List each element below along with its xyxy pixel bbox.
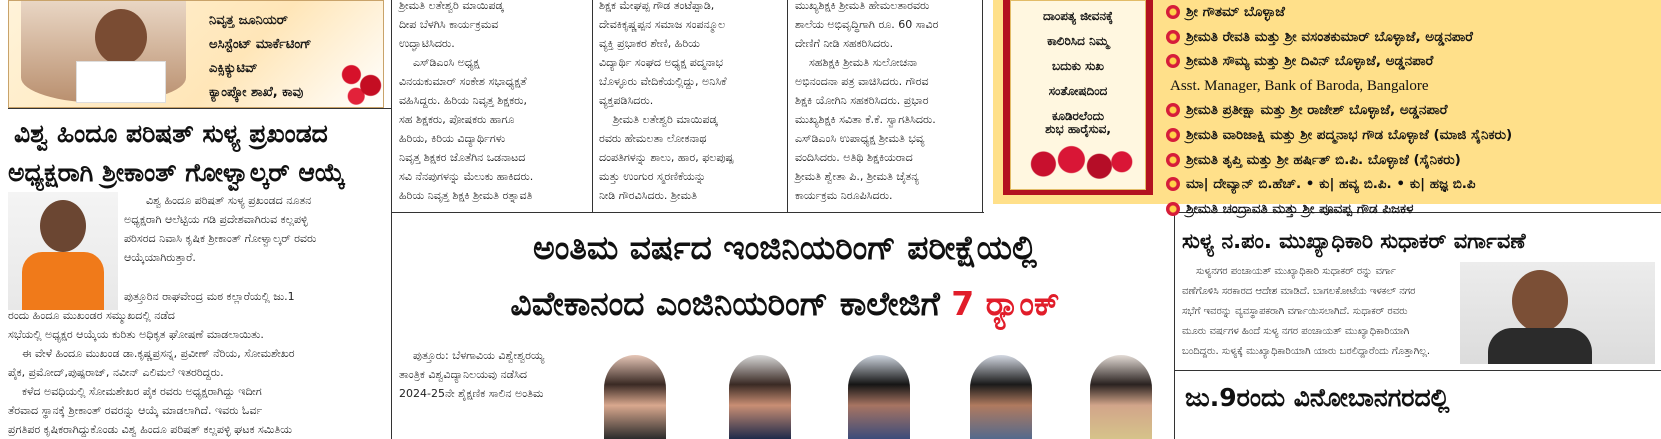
list-item: ಶ್ರೀಮತಿ ರೇವತಿ ಮತ್ತು ಶ್ರೀ ವಸಂತಕುಮಾರ್ ಬೊಳ್ಳಾಜೆ, ಅಡ್ಡನಪಾರೆ — [1166, 25, 1656, 50]
column-divider — [592, 0, 593, 212]
greeting-text — [1011, 4, 1145, 129]
flower-bullet-icon — [1166, 128, 1180, 142]
student-photo — [604, 355, 666, 439]
text-line: ಮೂರು ವರ್ಷಗಳ ಹಿಂದೆ ಸುಳ್ಯ ನಗರ ಪಂಚಾಯತ್ ಮುಖ್ಯಾಧಿಕಾರಿಯಾಗಿ — [1182, 326, 1410, 337]
school-story-col-a — [399, 0, 585, 205]
rank-headline-line1: ಅಂತಿಮ ವರ್ಷದ ಇಂಜಿನಿಯರಿಂಗ್ ಪರೀಕ್ಷೆಯಲ್ಲಿ — [533, 228, 1037, 267]
vhp-body — [8, 287, 384, 439]
list-item: ಶ್ರೀಮತಿ ತೃಪ್ತಿ ಮತ್ತು ಶ್ರೀ ಹರ್ಷಿತ್ ಬಿ.ಪಿ. ಬೊಳ್ಳಾಜೆ (ಸೈನಿಕರು) — [1166, 148, 1656, 173]
list-item: Asst. Manager, Bank of Baroda, Bangalore — [1170, 77, 1429, 94]
sullia-body — [1182, 262, 1452, 362]
section-divider — [8, 108, 391, 109]
text-line: ಬಂದಿದ್ದರು. ಸುಳ್ಯಕ್ಕೆ ಮುಖ್ಯಾಧಿಕಾರಿಯಾಗಿ ಯಾರು ಬರಲಿದ್ದಾರೆಂದು ಗೊತ್ತಾಗಿಲ್ಲ. — [1182, 346, 1431, 357]
text-line: ವಿದ್ಯಾರ್ಥಿ ಸಂಘದ ಅಧ್ಯಕ್ಷ ಪದ್ಮನಾಭ — [599, 56, 723, 69]
text-line: ಪ್ರಗತಿಪರ ಕೃಷಿಕರಾಗಿದ್ದುಕೊಂಡು ವಿಶ್ವ ಹಿಂದೂ ಪರಿಷತ್ ಕಲ್ಲಪಳ್ಳಿ ಘಟಕ ಸಮಿತಿಯ — [8, 423, 293, 436]
text-line: ಶಿಕ್ಷಕ ಮೇಘಪ್ಪ ಗೌಡ ತಂಟೆಪ್ಪಾಡಿ, — [599, 0, 715, 12]
ad-line: ನಿವೃತ್ತ ಜೂನಿಯರ್ — [209, 13, 288, 28]
text-line: 2024-25ನೇ ಶೈಕ್ಷಣಿಕ ಸಾಲಿನ ಅಂತಿಮ — [399, 387, 544, 400]
text-line: ದೇಣಿಗೆ ನೀಡಿ ಸಹಕರಿಸಿದರು. — [795, 37, 894, 50]
text-line: ಕಳೆದ ಅವಧಿಯಲ್ಲಿ ಸೋಮಶೇಖರ ಪೈಕ ರವರು ಅಧ್ಯಕ್ಷರಾಗಿದ್ದು ಇದೀಗ — [22, 385, 262, 398]
sullia-headline: ಸುಳ್ಯ ನ.ಪಂ. ಮುಖ್ಯಾಧಿಕಾರಿ ಸುಧಾಕರ್ ವರ್ಗಾವಣೆ — [1182, 229, 1526, 253]
portrait-face — [95, 9, 147, 65]
list-item: ಶ್ರೀಮತಿ ಚಂದ್ರಾವತಿ ಮತ್ತು ಶ್ರೀ ಪೂವಪ್ಪ ಗೌಡ ಪಿಜಕಳ — [1166, 197, 1656, 222]
student-photo — [1090, 355, 1152, 439]
text-line: ಮುಖ್ಯಶಿಕ್ಷಕಿ ಸವಿತಾ ಕೆ.ಕೆ. ಸ್ವಾಗತಿಸಿದರು. — [795, 113, 936, 126]
greeting-line: ಕೂಡಿರಲೆಂದು — [1051, 109, 1105, 123]
text-line: ಈ ವೇಳೆ ಹಿಂದೂ ಮುಖಂಡ ಡಾ.ಕೃಷ್ಣಪ್ರಸನ್ನ, ಪ್ರವೀಣ್ ನೆರಿಯ, ಸೋಮಶೇಖರ — [22, 347, 295, 360]
greeting-line: ಕಾಲಿರಿಸಿದ ನಿಮ್ಮ — [1047, 34, 1109, 48]
flower-bullet-icon — [1166, 30, 1180, 44]
well-wishers-list — [1166, 0, 1656, 221]
rank-story-body — [399, 346, 589, 403]
flower-bullet-icon — [1166, 153, 1180, 167]
list-item: ಶ್ರೀಮತಿ ಸೌಮ್ಯ ಮತ್ತು ಶ್ರೀ ದಿವಿನ್ ಬೊಳ್ಳಾಜೆ, ಅಡ್ಡನಪಾರೆ — [1166, 49, 1656, 74]
text-line: ಬೊಳ್ಳೂರು ವೇದಿಕೆಯಲ್ಲಿದ್ದು, ಅನಿಸಿಕೆ — [599, 75, 727, 88]
text-line: ರಂದು ಹಿಂದೂ ಮುಖಂಡರ ಸಮ್ಮುಖದಲ್ಲಿ ನಡೆದ — [8, 309, 175, 322]
text-line: ಕಾರ್ಯಕ್ರಮ ನಿರೂಪಿಸಿದರು. — [795, 189, 893, 202]
bottom-right-headline: ಜು.9ರಂದು ವಿನೋಬಾನಗರದಲ್ಲಿ — [1185, 383, 1450, 412]
text-line: ಅಭಿನಂದನಾ ಪತ್ರ ವಾಚಿಸಿದರು. ಗೌರವ — [795, 75, 929, 88]
text-line: ಸಹಶಿಕ್ಷಕಿ ಶ್ರೀಮತಿ ಸುಲೋಚನಾ — [809, 56, 918, 69]
retirement-ad — [8, 0, 384, 108]
text-line: ನಿವೃತ್ತ ಶಿಕ್ಷಕರ ಜೊತೆಗಿನ ಒಡನಾಟದ — [399, 151, 526, 164]
ad-line: ಕ್ಯಾಂಪ್ಕೋ ಶಾಖೆ, ಕಾವು — [209, 85, 304, 100]
text-line: ಮುಖ್ಯಶಿಕ್ಷಕಿ ಶ್ರೀಮತಿ ಹೇಮಲತಾರವರು — [795, 0, 930, 12]
text-line: ಸವಿ ನೆನಪುಗಳನ್ನು ಮೆಲುಕು ಹಾಕಿದರು. — [399, 170, 534, 183]
text-line: ಉದ್ಘಾಟಿಸಿದರು. — [399, 37, 455, 50]
text-line: ಪರಿಸರದ ನಿವಾಸಿ ಕೃಷಿಕ ಶ್ರೀಕಾಂತ್ ಗೋಳ್ವಾಲ್ಕರ್ ರವರು — [124, 232, 317, 245]
text-line: ತಾಂತ್ರಿಕ ವಿಶ್ವವಿದ್ಯಾನಿಲಯವು ನಡೆಸಿದ — [399, 368, 528, 381]
text-line: ವಿನಯಕುಮಾರ್ ಸಂಕೇಶ ಸಭಾಧ್ಯಕ್ಷತೆ — [399, 75, 527, 88]
text-line: ವಿಶ್ವ ಹಿಂದೂ ಪರಿಷತ್ ಸುಳ್ಯ ಪ್ರಖಂಡದ ನೂತನ — [146, 194, 312, 207]
rank-headline-line2 — [400, 278, 1170, 330]
list-item: ಶ್ರೀಮತಿ ವಾರಿಜಾಕ್ಷಿ ಮತ್ತು ಶ್ರೀ ಪದ್ಮನಾಭ ಗೌಡ ಬೊಳ್ಳಾಜೆ (ಮಾಜಿ ಸೈನಿಕರು) — [1166, 123, 1656, 148]
text-line: ಸಭೆಗೆ ಇವರನ್ನು ವ್ಯವಸ್ಥಾಪಕರಾಗಿ ವರ್ಗಾಯಿಸಲಾಗಿದೆ. ಸುಧಾಕರ್ ರವರು — [1182, 306, 1408, 317]
text-line: ದೇವಕಿಕೃಷ್ಣಪ್ಪನ ಸಮಾಜ ಸಂಪನ್ಮೂಲ — [599, 18, 726, 31]
text-line: ಆಯ್ಕೆಯಾಗಿರುತ್ತಾರೆ. — [124, 251, 196, 264]
list-item: ಮಾ| ದೇವ್ಯಾನ್ ಬಿ.ಹೆಚ್. • ಕು| ಹವ್ಯ ಬಿ.ಪಿ. • ಕು| ಹಜ್ಞ ಬಿ.ಪಿ — [1166, 172, 1656, 197]
text-line: ಶಾಲೆಯ ಅಭಿವೃದ್ಧಿಗಾಗಿ ರೂ. 60 ಸಾವಿರ — [795, 18, 939, 31]
vhp-headline-line1: ವಿಶ್ವ ಹಿಂದೂ ಪರಿಷತ್ ಸುಳ್ಯ ಪ್ರಖಂಡದ — [14, 119, 328, 148]
ad-portrait-photo — [21, 1, 186, 103]
text-line: ದಂಪತಿಗಳನ್ನು ಶಾಲು, ಹಾರ, ಫಲಪುಷ್ಪ — [599, 151, 734, 164]
section-divider — [1174, 370, 1661, 371]
text-line: ನೀಡಿ ಗೌರವಿಸಿದರು. ಶ್ರೀಮತಿ — [599, 189, 697, 202]
flower-bullet-icon — [1166, 202, 1180, 216]
text-line: ಸಹ ಶಿಕ್ಷಕರು, ಪೋಷಕರು ಹಾಗೂ — [399, 113, 515, 126]
ad-line: ಅಸಿಸ್ಟೆಂಟ್ ಮಾರ್ಕೆಟಿಂಗ್ — [209, 37, 312, 52]
flower-bullet-icon — [1166, 177, 1180, 191]
rank-headline-text: ವಿವೇಕಾನಂದ ಎಂಜಿನಿಯರಿಂಗ್ ಕಾಲೇಜಿಗೆ — [510, 284, 952, 323]
text-line: ವ್ಯಕ್ತಿ ಪ್ರಭಾಕರ ಶೇಣಿ, ಹಿರಿಯ — [599, 37, 700, 50]
text-line: ರವರು ಹೇಮಲತಾ ಲೋಕನಾಥ — [599, 132, 707, 145]
wedding-greeting-ad — [993, 0, 1661, 217]
ad-text — [209, 9, 311, 105]
school-story-col-b — [599, 0, 781, 205]
section-divider — [391, 212, 984, 213]
text-line: ವಹಿಸಿದ್ದರು. ಹಿರಿಯ ನಿವೃತ್ತ ಶಿಕ್ಷಕರು, — [399, 94, 527, 107]
text-line: ಪುತ್ತೂರು: ಬೆಳಗಾವಿಯ ವಿಶ್ವೇಶ್ವರಯ್ಯ — [413, 349, 545, 362]
flower-bullet-icon — [1166, 5, 1180, 19]
text-line: ಮತ್ತು ಉಂಗುರ ಸ್ಮರಣಿಕೆಯನ್ನು — [599, 170, 706, 183]
text-line: ವಣೆಗೊಳಿಸಿ ಸರಕಾರದ ಆದೇಶ ಮಾಡಿದೆ. ಬಾಗಲಕೋಟೆಯ ಇಳಕಲ್ ನಗರ — [1182, 286, 1416, 297]
text-line: ಎಸ್‌ಡಿಎಂಸಿ ಉಪಾಧ್ಯಕ್ಷ ಶ್ರೀಮತಿ ಭವ್ಯ — [795, 132, 925, 145]
text-line: ಹಿರಿಯ, ಕಿರಿಯ ವಿದ್ಯಾರ್ಥಿಗಳು — [399, 132, 506, 145]
text-line: ಪೈಕ, ಪ್ರಮೋದ್,ಪುಷ್ಪರಾಜ್, ನವೀನ್ ಎಲಿಮಲೆ ಇತರರಿದ್ದರು. — [8, 366, 224, 379]
greeting-line: ಸಂತೋಷದಿಂದ — [1048, 84, 1108, 98]
text-line: ದೀಪ ಬೆಳಗಿಸಿ ಕಾರ್ಯಕ್ರಮವ — [399, 18, 499, 31]
text-line: ಶಿಕ್ಷಕಿ ಯೋಗಿನಿ ಸಹಕರಿಸಿದರು. ಪ್ರಭಾರ — [795, 94, 929, 107]
flower-bullet-icon — [1166, 54, 1180, 68]
ad-line: ಎಕ್ಸಿಕ್ಯುಟಿವ್ — [209, 61, 258, 76]
text-line: ಸಭೆಯಲ್ಲಿ ಅಧ್ಯಕ್ಷರ ಆಯ್ಕೆಯ ಕುರಿತು ಅಧಿಕೃತ ಘೋಷಣೆ ಮಾಡಲಾಯಿತು. — [8, 328, 264, 341]
text-line: ಶ್ರೀಮತಿ ಲತೇಶ್ವರಿ ಮಾಯಿಪಡ್ಕ — [399, 0, 504, 12]
roses-decoration — [1021, 142, 1133, 186]
text-line: ಅಧ್ಯಕ್ಷರಾಗಿ ಆಲೆಟ್ಟಿಯ ಗಡಿ ಪ್ರದೇಶವಾಗಿರುವ ಕಲ್ಲಪಳ್ಳಿ — [124, 213, 308, 226]
greeting-line: ದಾಂಪತ್ಯ ಜೀವನಕ್ಕೆ — [1042, 9, 1114, 23]
text-line: ವಂದಿಸಿದರು. ಅತಿಥಿ ಶಿಕ್ಷಕಿಯರಾದ — [795, 151, 913, 164]
greeting-line: ಶುಭ ಹಾರೈಸುವ, — [1045, 122, 1111, 136]
sudhakar-photo — [1460, 262, 1655, 364]
list-item: ಶ್ರೀಮತಿ ಪ್ರತೀಕ್ಷಾ ಮತ್ತು ಶ್ರೀ ರಾಜೇಶ್ ಬೊಳ್ಳಾಜೆ, ಅಡ್ಡನಪಾರೆ — [1166, 98, 1656, 123]
text-line: ಎಸ್‌ಡಿಎಂಸಿ ಅಧ್ಯಕ್ಷ — [413, 56, 480, 69]
student-photo — [970, 355, 1032, 439]
student-photo — [729, 355, 791, 439]
vhp-headline-line2: ಅಧ್ಯಕ್ಷರಾಗಿ ಶ್ರೀಕಾಂತ್ ಗೋಳ್ವಾಲ್ಕರ್ ಆಯ್ಕೆ — [8, 158, 346, 187]
text-line: ಸುಳ್ಯನಗರ ಪಂಚಾಯತ್ ಮುಖ್ಯಾಧಿಕಾರಿ ಸುಧಾಕರ್ ರನ್ನು ವರ್ಗಾ — [1196, 266, 1396, 277]
text-line: ಶ್ರೀಮತಿ ಶ್ವೇತಾ ಪಿ., ಶ್ರೀಮತಿ ಚೈತನ್ಯ — [795, 170, 919, 183]
list-item: ಶ್ರೀ ಗೌತಮ್ ಬೊಳ್ಳಾಜೆ — [1166, 0, 1656, 25]
rose-decoration — [337, 53, 384, 107]
portrait-shirt — [76, 61, 166, 103]
student-photo — [848, 355, 910, 439]
flower-bullet-icon — [1166, 103, 1180, 117]
text-line: ಹಿರಿಯ ನಿವೃತ್ತ ಶಿಕ್ಷಕಿ ಶ್ರೀಮತಿ ರತ್ನಾವತಿ — [399, 189, 533, 202]
rank-count: 7 ರ್‍ಯಾಂಕ್ — [951, 284, 1060, 323]
column-divider — [787, 0, 788, 212]
text-line: ತೆರವಾದ ಸ್ಥಾನಕ್ಕೆ ಶ್ರೀಕಾಂತ್ ರವರನ್ನು ಆಯ್ಕೆ ಮಾಡಲಾಗಿದೆ. ಇವರು ಓರ್ವ — [8, 404, 263, 417]
school-story-col-c — [795, 0, 977, 205]
column-divider — [391, 0, 392, 439]
vhp-intro — [124, 191, 384, 267]
text-line: ಪುತ್ತೂರಿನ ರಾಘವೇಂದ್ರ ಮಠ ಕಲ್ಲಾರೆಯಲ್ಲಿ ಜು.1 — [124, 290, 295, 303]
column-divider — [982, 0, 983, 212]
text-line: ವ್ಯಕ್ತಪಡಿಸಿದರು. — [599, 94, 654, 107]
column-divider — [1174, 212, 1175, 439]
greeting-line: ಬದುಕು ಸುಖ — [1051, 59, 1104, 73]
text-line: ಶ್ರೀಮತಿ ಲತೇಶ್ವರಿ ಮಾಯಿಪಡ್ಕ — [613, 113, 718, 126]
